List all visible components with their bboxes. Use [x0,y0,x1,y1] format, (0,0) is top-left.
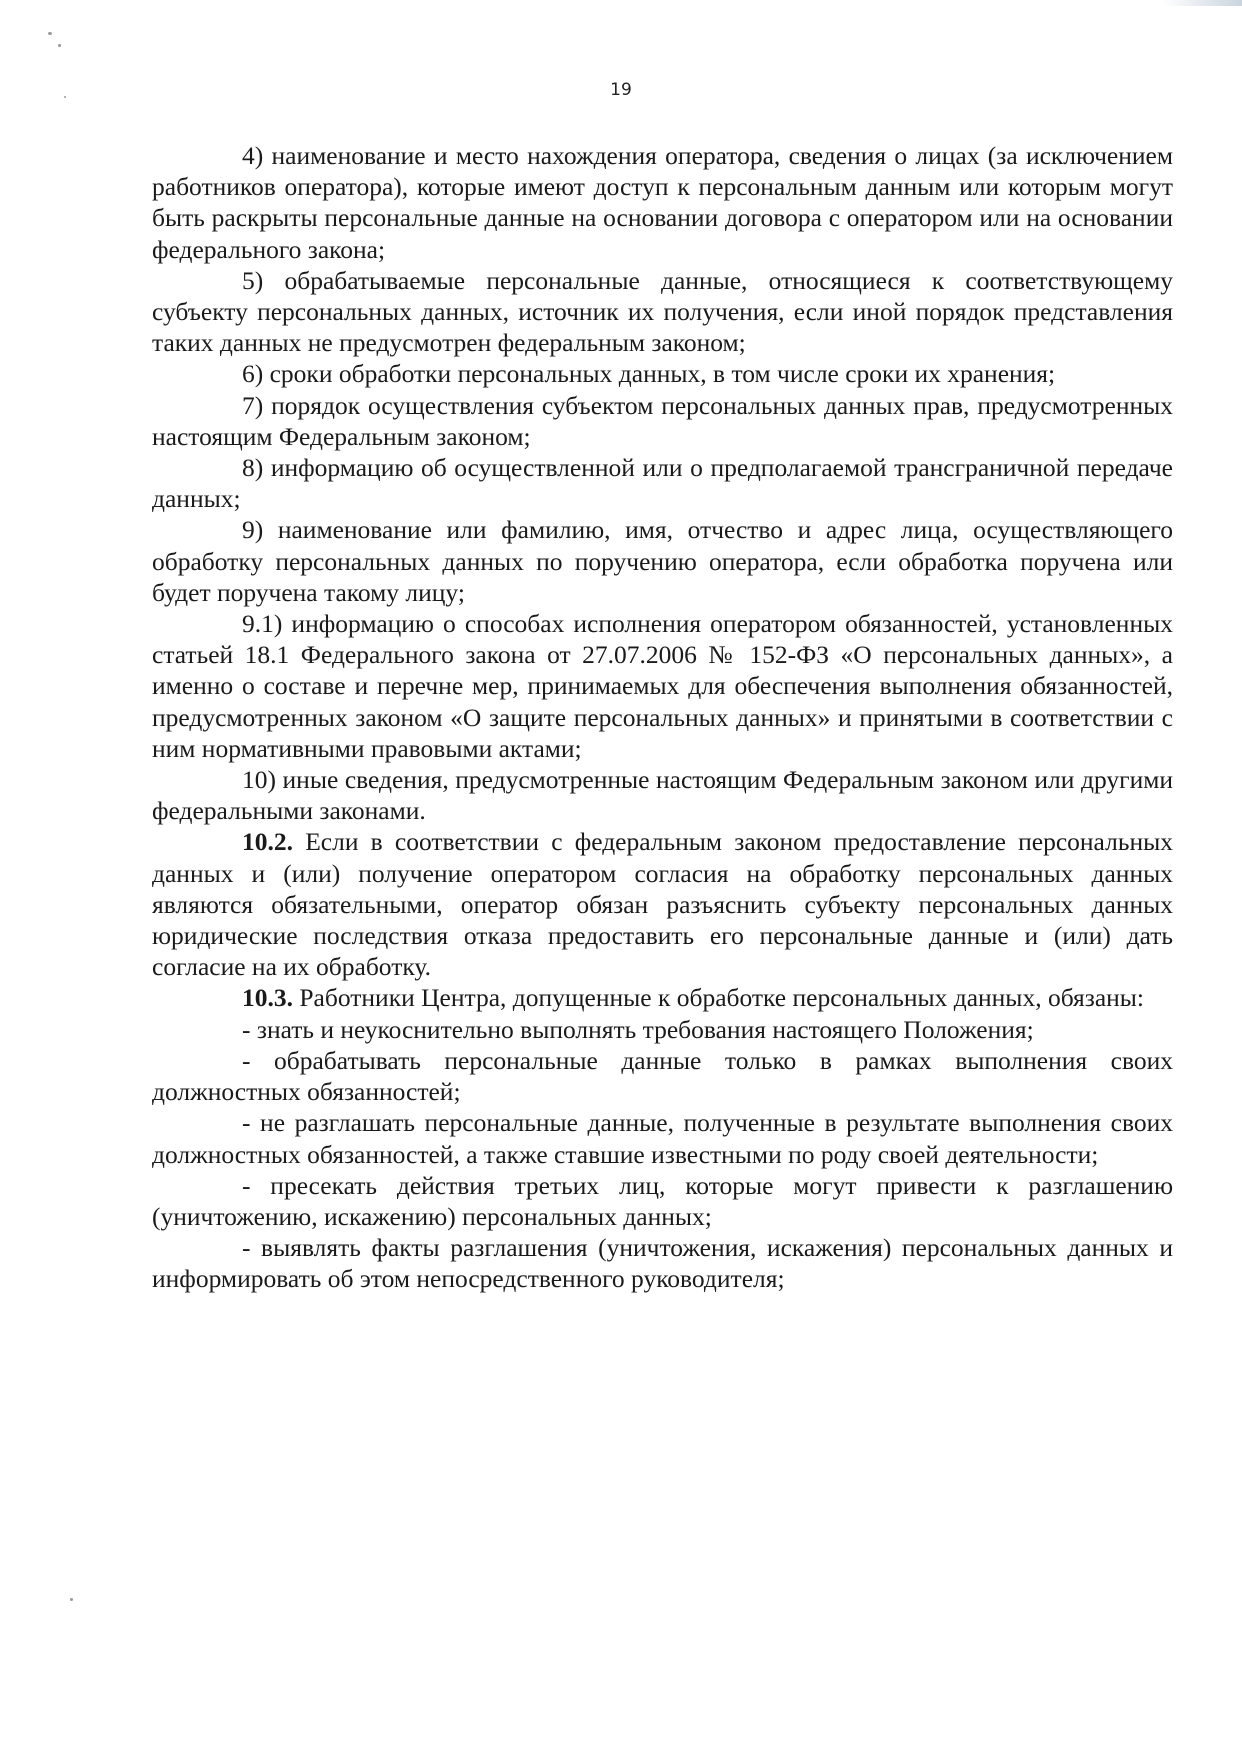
section-number: 10.3. [242,983,293,1013]
paragraph-text: 6) сроки обработки персональных данных, в том числе сроки их хранения; [242,359,1056,389]
paragraph-item-4 [152,140,1173,265]
paragraph-text: 9.1) информацию о способах исполнения оператором обязанностей, установленных статьей 18.1 Федерального закона от 27.07.2006 № 152-ФЗ «О персональных данных», а именно о составе и перечне мер, принимаемых для обеспечения выполнения обязанностей, предусмотренных законом «О защите персональных данных» и принятыми в соответствии с ним нормативными правовыми актами; [152,609,1173,763]
page-number: 19 [610,80,632,100]
paragraph-text: Если в соответствии с федеральным законом предоставление персональных данных и (или) получение оператором согласия на обработку персональных данных являются обязательными, оператор обязан разъяснить субъекту персональных данных юридические последствия отказа предоставить его персональные данные и (или) дать согласие на их обработку. [152,827,1173,982]
section-number: 10.2. [242,827,293,857]
document-body [152,140,1173,1295]
paragraph-duty [152,1170,1173,1232]
paragraph-section-10-3 [152,982,1173,1013]
scan-speck [58,44,61,47]
paragraph-text: - обрабатывать персональные данные только в рамках выполнения своих должностных обязанностей; [152,1045,1173,1107]
paragraph-text: 9) наименование или фамилию, имя, отчество и адрес лица, осуществляющего обработку персональных данных по поручению оператора, если обработка поручена или будет поручена такому лицу; [152,515,1173,607]
paragraph-text: - пресекать действия третьих лиц, которые могут привести к разглашению (уничтожению, искажению) персональных данных; [152,1170,1173,1231]
paragraph-item-5 [152,265,1173,359]
paragraph-duty [152,1107,1173,1169]
paragraph-item-8 [152,452,1173,514]
paragraph-text: 10) иные сведения, предусмотренные настоящим Федеральным законом или другими федеральными законами. [152,765,1173,826]
scan-speck [48,32,52,35]
paragraph-item-6 [152,358,1173,389]
paragraph-item-10 [152,764,1173,826]
paragraph-text: 8) информацию об осуществленной или о предполагаемой трансграничной передаче данных; [152,453,1173,514]
paragraph-text: Работники Центра, допущенные к обработке персональных данных, обязаны: [293,983,1145,1013]
paragraph-item-9-1 [152,608,1173,764]
paragraph-duty [152,1014,1173,1045]
paragraph-text: - знать и неукоснительно выполнять требования настоящего Положения; [242,1014,1034,1044]
paragraph-text: 4) наименование и место нахождения оператора, сведения о лицах (за исключением работников оператора), которые имеют доступ к персональным данным или которым могут быть раскрыты персональные данные на основании договора с оператором или на основании федерального закона; [152,141,1173,264]
paragraph-text: 5) обрабатываемые персональные данные, относящиеся к соответствующему субъекту персональных данных, источник их получения, если иной порядок представления таких данных не предусмотрен федеральным законом; [152,265,1173,358]
paragraph-duty [152,1232,1173,1294]
scan-edge-mark [1162,0,1242,6]
paragraph-item-9 [152,514,1173,608]
paragraph-item-7 [152,390,1173,452]
scan-speck [70,1598,73,1601]
paragraph-text: 7) порядок осуществления субъектом персональных данных прав, предусмотренных настоящим Федеральным законом; [152,390,1173,451]
paragraph-duty [152,1045,1173,1107]
paragraph-section-10-2 [152,826,1173,982]
paragraph-text: - не разглашать персональные данные, полученные в результате выполнения своих должностных обязанностей, а также ставшие известными по роду своей деятельности; [152,1108,1173,1169]
paragraph-text: - выявлять факты разглашения (уничтожения, искажения) персональных данных и информировать об этом непосредственного руководителя; [152,1233,1173,1294]
